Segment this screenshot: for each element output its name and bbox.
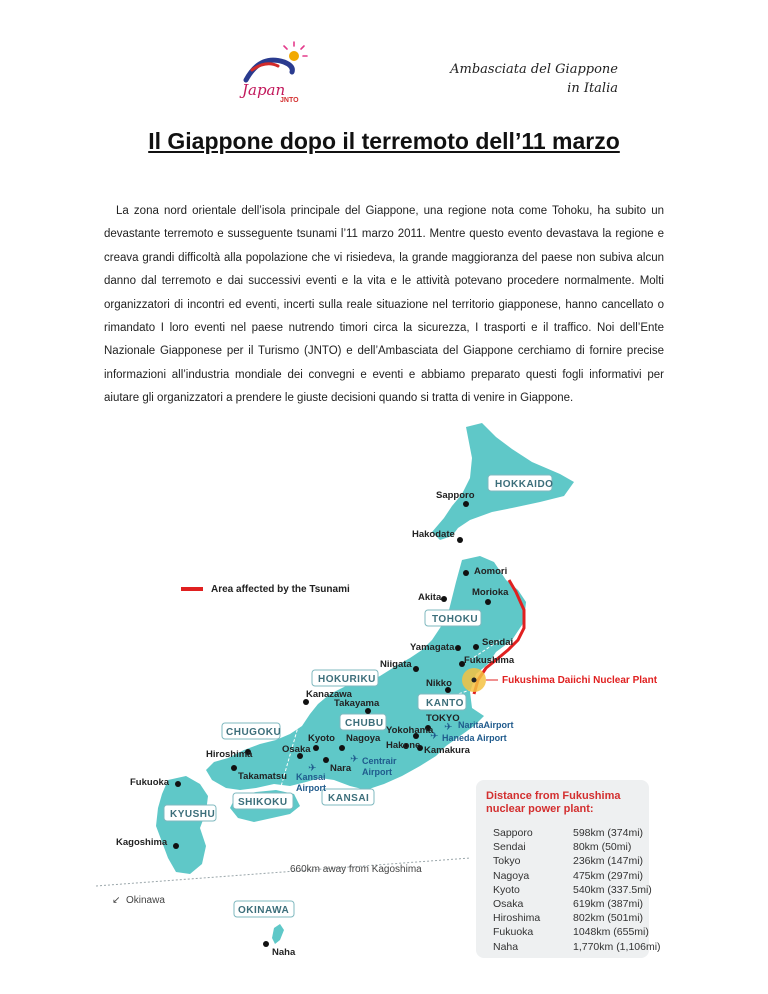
distance-city: Sendai [493,841,526,854]
distance-city: Osaka [493,898,524,911]
city-fukushima: Fukushima [464,655,515,666]
distance-city: Tokyo [493,855,521,868]
distance-city: Kyoto [493,883,520,896]
region-okinawa: OKINAWA [238,905,290,916]
tsunami-legend: Area affected by the Tsunami [211,584,350,595]
city-niigata: Niigata [380,659,412,670]
distance-value: 802km (501mi) [573,912,644,925]
city-sapporo: Sapporo [436,490,475,501]
airport-haneda: Haneda Airport [442,733,507,743]
distance-row [493,897,661,911]
distance-row [493,883,661,897]
city-aomori: Aomori [474,566,508,577]
distance-value: 1048km (655mi) [573,926,649,939]
embassy-line-2: in Italia [567,81,618,96]
distance-value: 598km (374mi) [573,827,644,840]
distance-row [493,840,661,854]
city-yamagata: Yamagata [410,642,455,653]
region-kanto: KANTO [426,698,464,709]
city-osaka: Osaka [282,744,311,755]
distance-row [493,925,661,939]
city-nikko: Nikko [426,678,452,689]
kagoshima-distance-note: 660km away from Kagoshima [290,864,422,875]
distance-row [493,940,661,954]
distance-title-line-1: Distance from Fukushima [486,790,621,802]
airport-centrair-2: Airport [362,767,392,777]
airplane-icon: ✈ [350,754,359,765]
region-kyushu: KYUSHU [170,809,216,820]
city-naha: Naha [272,947,296,958]
region-kansai: KANSAI [328,793,370,804]
airplane-icon: ✈ [444,722,453,733]
city-hakodate: Hakodate [412,529,455,540]
distance-value: 236km (147mi) [573,855,644,868]
distance-city: Nagoya [493,869,530,882]
city-sendai: Sendai [482,637,514,648]
airplane-icon: ✈ [430,731,439,742]
city-takayama: Takayama [334,698,380,709]
city-hakone: Hakone [386,740,421,751]
distance-city: Hiroshima [493,912,541,925]
city-kyoto: Kyoto [308,733,335,744]
airport-kansai-1: Kansai [296,772,326,782]
okinawa-land [272,924,284,944]
region-hokkaido: HOKKAIDO [495,479,554,490]
okinawa-arrow-label: Okinawa [126,895,165,906]
distance-row [493,854,661,868]
city-akita: Akita [418,592,442,603]
airport-narita: NaritaAirport [458,720,514,730]
intro-paragraph: La zona nord orientale dell’isola principale del Giappone, una regione nota come Tohoku, ha subito un devastante terremoto e susseguente tsunami l’11 marzo 2011. Mentre questo evento devastava la regione e creava grandi difficoltà alla popolazione che vi risiedeva, la grande maggioranza del paese non subiva alcun danno dal terremoto e dai successivi eventi e la vita e le attività potevano procedere normalmente. Molti organizzatori di incontri ed eventi, incerti sulla reale situazione nel territorio giapponese, hanno cancellato o rimandato I loro eventi nel paese nutrendo timori circa la sicurezza, I trasporti e il traffico. Noi dell’Ente Nazionale Giapponese per il Turismo (JNTO) e dell’Ambasciata del Giappone cerchiamo di fornire precise informazioni all’industria mondiale dei convegni e eventi e abbiamo preparato questi fogli informativi per aiutare gli organizzatori a prendere le giuste decisioni quando si tratta di venire in Giappone. [104,205,664,405]
city-kanazawa: Kanazawa [306,689,352,700]
distance-value: 475km (297mi) [573,869,644,882]
page-title: Il Giappone dopo il terremoto dell’11 marzo [148,128,620,154]
distance-value: 1,770km (1,106mi) [573,940,661,953]
airport-kansai-2: Airport [296,783,326,793]
city-kagoshima: Kagoshima [116,837,168,848]
distance-value: 619km (387mi) [573,898,644,911]
city-nagoya: Nagoya [346,733,381,744]
city-yokohama: Yokohama [386,725,434,736]
city-hiroshima: Hiroshima [206,749,253,760]
city-tokyo: TOKYO [426,713,460,724]
airport-centrair-1: Centrair [362,756,397,766]
distance-title [486,790,646,816]
region-hokuriku: HOKURIKU [318,674,376,685]
distance-city: Fukuoka [493,926,534,939]
city-nara: Nara [330,763,352,774]
distance-value: 540km (337.5mi) [573,883,652,896]
embassy-line-1: Ambasciata del Giappone [450,62,618,77]
logo-text: Japan [242,81,286,99]
okinawa-arrow-icon: ↙ [112,895,121,906]
city-fukuoka: Fukuoka [130,777,170,788]
nuclear-plant-label: Fukushima Daiichi Nuclear Plant [502,675,658,686]
region-chugoku: CHUGOKU [226,727,282,738]
kyushu-land [156,776,208,874]
distance-city: Sapporo [493,827,533,840]
city-kamakura: Kamakura [424,745,470,756]
airplane-icon: ✈ [308,763,317,774]
region-tohoku: TOHOKU [432,614,479,625]
city-takamatsu: Takamatsu [238,771,287,782]
logo-subtext: JNTO [280,97,299,104]
distance-row [493,911,661,925]
distance-value: 80km (50mi) [573,841,632,854]
region-chubu: CHUBU [345,718,384,729]
distance-city: Naha [493,940,519,953]
region-shikoku: SHIKOKU [238,797,288,808]
distance-row [493,826,661,840]
distance-row [493,869,661,883]
distance-title-line-2: nuclear power plant: [486,803,594,815]
distance-table [493,826,661,954]
city-morioka: Morioka [472,587,509,598]
